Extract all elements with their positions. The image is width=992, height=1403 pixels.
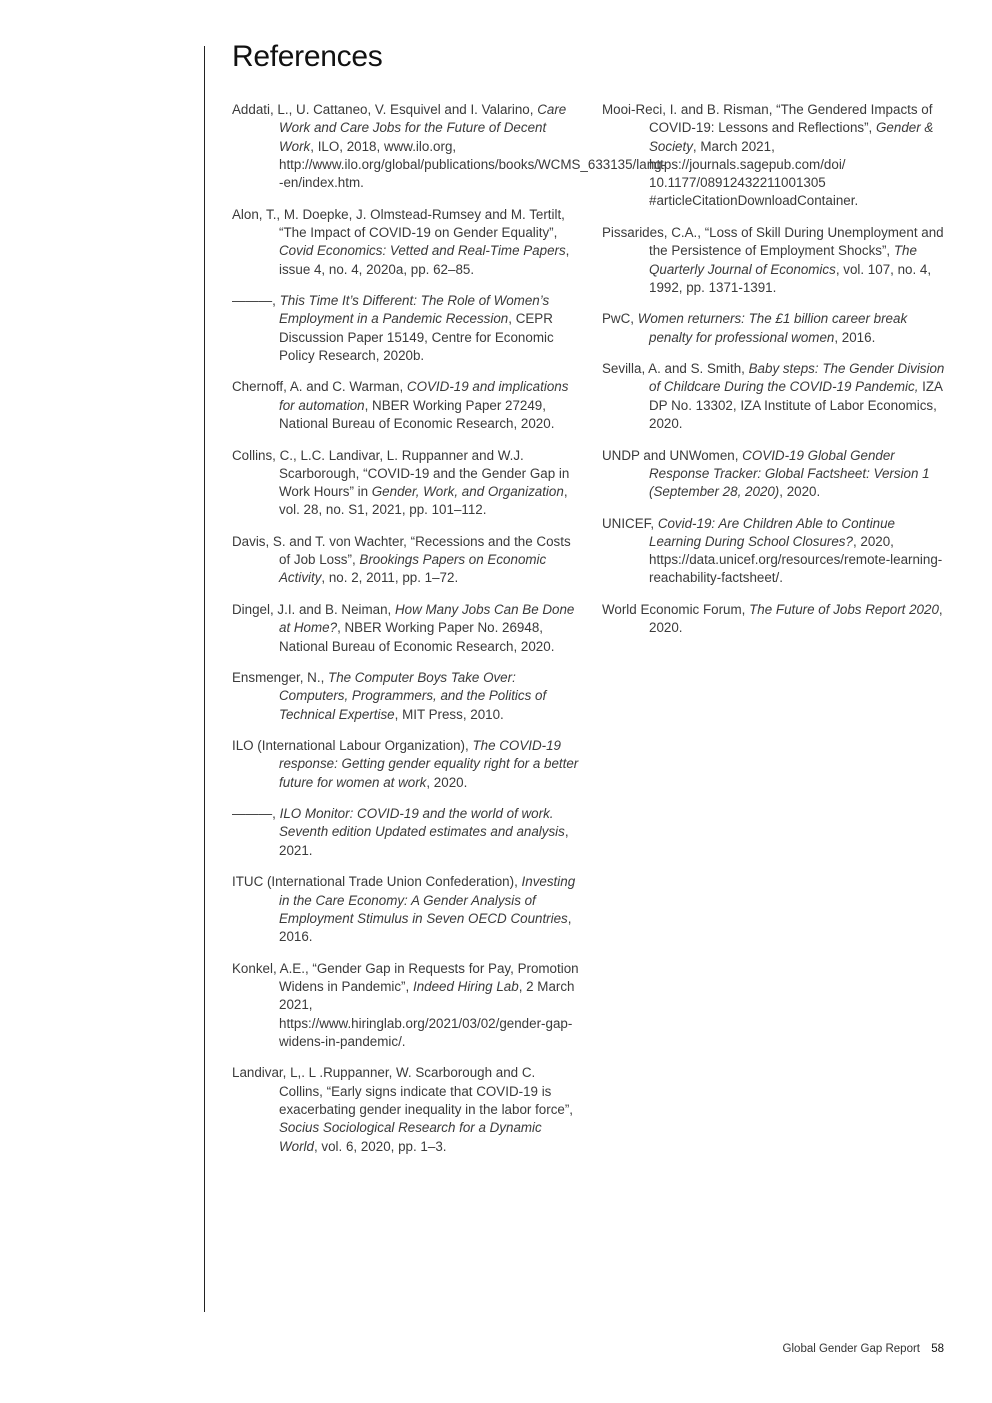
reference-text: , vol. 107, no. 4, 1992, pp. 1371-1391.	[649, 261, 932, 295]
reference-title: Gender, Work, and Organization	[371, 484, 564, 500]
reference-text: Dingel, J.I. and B. Neiman,	[232, 601, 395, 617]
reference-text: , CEPR Discussion Paper 15149, Centre for Economic Policy Research, 2020b.	[279, 311, 554, 363]
reference-title: The Future of Jobs Report 2020	[749, 601, 939, 617]
reference-title: Indeed Hiring Lab	[412, 978, 519, 994]
reference-title: COVID-19 and implications for automation	[279, 379, 569, 413]
page-footer	[783, 1343, 944, 1355]
reference-text: , March 2021, https://journals.sagepub.com/doi/ 10.1177/08912432211001305 #articleCitationDownloadContainer.	[649, 138, 859, 209]
reference-text: , NBER Working Paper No. 26948, National Bureau of Economic Research, 2020.	[279, 620, 555, 654]
reference-entry	[602, 447, 950, 502]
reference-text: , 2020.	[649, 601, 943, 636]
reference-text: , ILO, 2018, www.ilo.org, http://www.ilo.org/global/publications/books/WCMS_633135/lang--en/index.htm.	[279, 138, 667, 191]
reference-title: Socius Sociological Research for a Dynamic World	[279, 1120, 542, 1154]
reference-text: , issue 4, no. 4, 2020a, pp. 62–85.	[279, 243, 570, 277]
reference-entry	[232, 669, 582, 724]
page-title: References	[232, 40, 383, 73]
reference-title: Women returners: The £1 billion career break penalty for professional women	[637, 311, 908, 345]
reference-text: , MIT Press, 2010.	[394, 706, 504, 722]
reference-text: Konkel, A.E., “Gender Gap in Requests for Pay, Promotion Widens in Pandemic”,	[232, 960, 579, 994]
reference-title: The COVID-19 response: Getting gender equality right for a better future for women at work	[279, 738, 579, 790]
reference-entry	[602, 101, 950, 211]
reference-entry	[232, 292, 582, 365]
reference-entry	[232, 533, 582, 588]
reference-entry	[602, 515, 950, 588]
reference-title: Care Work and Care Jobs for the Future of Decent Work	[279, 102, 567, 154]
reference-entry	[232, 447, 582, 520]
page-number: 58	[931, 1343, 944, 1355]
reference-text: World Economic Forum,	[602, 601, 750, 617]
reference-text: Sevilla, A. and S. Smith,	[602, 361, 749, 377]
reference-entry	[232, 805, 582, 860]
reference-title: ILO Monitor: COVID-19 and the world of work. Seventh edition Updated estimates and analysis	[279, 806, 565, 840]
reference-entry	[602, 601, 950, 638]
footer-report-name: Global Gender Gap Report	[782, 1343, 920, 1355]
reference-entry	[232, 960, 582, 1051]
reference-text: ———,	[232, 293, 280, 309]
reference-text: , vol. 28, no. S1, 2021, pp. 101–112.	[279, 484, 568, 518]
reference-title: How Many Jobs Can Be Done at Home?	[279, 601, 575, 636]
reference-entry	[232, 206, 582, 279]
reference-entry	[232, 737, 582, 792]
reference-text: ILO (International Labour Organization),	[232, 738, 473, 754]
reference-title: Baby steps: The Gender Division of Childcare During the COVID-19 Pandemic,	[649, 361, 945, 395]
reference-title: Covid-19: Are Children Able to Continue Learning During School Closures?	[649, 515, 896, 549]
reference-title: COVID-19 Global Gender Response Tracker: Global Factsheet: Version 1 (September 28, 2020)	[649, 447, 930, 500]
reference-entry	[232, 873, 582, 946]
reference-text: Mooi-Reci, I. and B. Risman, “The Gendered Impacts of COVID-19: Lessons and Reflections”,	[602, 102, 933, 136]
reference-text: Alon, T., M. Doepke, J. Olmstead-Rumsey and M. Tertilt, “The Impact of COVID-19 on Gender Equality”,	[232, 206, 565, 240]
reference-entry	[232, 378, 582, 433]
reference-entry	[602, 224, 950, 297]
reference-title: The Quarterly Journal of Economics	[649, 243, 917, 277]
reference-entry	[232, 601, 582, 656]
reference-text: , 2 March 2021, https://www.hiringlab.org/2021/03/02/gender-gap-widens-in-pandemic/.	[279, 978, 575, 1049]
reference-text: , 2021.	[279, 824, 569, 858]
reference-text: , 2020.	[779, 484, 821, 500]
reference-text: ———,	[232, 806, 280, 822]
reference-title: Covid Economics: Vetted and Real-Time Papers	[279, 243, 566, 259]
reference-title: The Computer Boys Take Over: Computers, Programmers, and the Politics of Technical Expertise	[279, 670, 547, 722]
reference-text: , NBER Working Paper 27249, National Bureau of Economic Research, 2020.	[279, 397, 555, 432]
reference-text: Pissarides, C.A., “Loss of Skill During Unemployment and the Persistence of Employment Shocks”,	[602, 224, 944, 259]
reference-text: , no. 2, 2011, pp. 1–72.	[321, 570, 459, 586]
reference-entry	[602, 310, 950, 347]
reference-text: Davis, S. and T. von Wachter, “Recessions and the Costs of Job Loss”,	[232, 533, 571, 568]
reference-text: Landivar, L,. L .Ruppanner, W. Scarborough and C. Collins, “Early signs indicate that COVID-19 is exacerbating gender inequality in the labor force”,	[232, 1065, 574, 1117]
reference-text: , 2020, https://data.unicef.org/resources/remote-learning-reachability-factsheet/.	[649, 533, 943, 586]
reference-text: Collins, C., L.C. Landivar, L. Ruppanner and W.J. Scarborough, “COVID-19 and the Gender Gap in Work Hours” in	[232, 447, 570, 500]
reference-text: ITUC (International Trade Union Confederation),	[232, 874, 522, 890]
reference-text: Addati, L., U. Cattaneo, V. Esquivel and I. Valarino,	[232, 102, 538, 117]
reference-title: Brookings Papers on Economic Activity	[279, 552, 547, 586]
reference-text: Chernoff, A. and C. Warman,	[232, 379, 407, 395]
reference-entry	[232, 1064, 582, 1155]
reference-text: UNICEF,	[602, 515, 658, 531]
reference-entry	[602, 360, 950, 433]
references-column-right	[602, 101, 950, 651]
reference-text: , 2016.	[834, 329, 876, 345]
reference-entry	[232, 101, 667, 192]
reference-text: , 2016.	[279, 910, 572, 945]
reference-text: , vol. 6, 2020, pp. 1–3.	[313, 1138, 447, 1154]
reference-text: UNDP and UNWomen,	[602, 447, 743, 463]
reference-text: PwC,	[602, 311, 638, 327]
reference-title: Investing in the Care Economy: A Gender Analysis of Employment Stimulus in Seven OECD Countries	[279, 874, 576, 926]
reference-title: Gender & Society	[649, 120, 934, 154]
reference-text: IZA DP No. 13302, IZA Institute of Labor Economics, 2020.	[649, 379, 943, 432]
reference-title: This Time It’s Different: The Role of Women’s Employment in a Pandemic Recession	[279, 293, 550, 327]
page-divider-rule	[204, 46, 205, 1312]
reference-text: , 2020.	[426, 774, 468, 790]
reference-text: Ensmenger, N.,	[232, 670, 329, 686]
